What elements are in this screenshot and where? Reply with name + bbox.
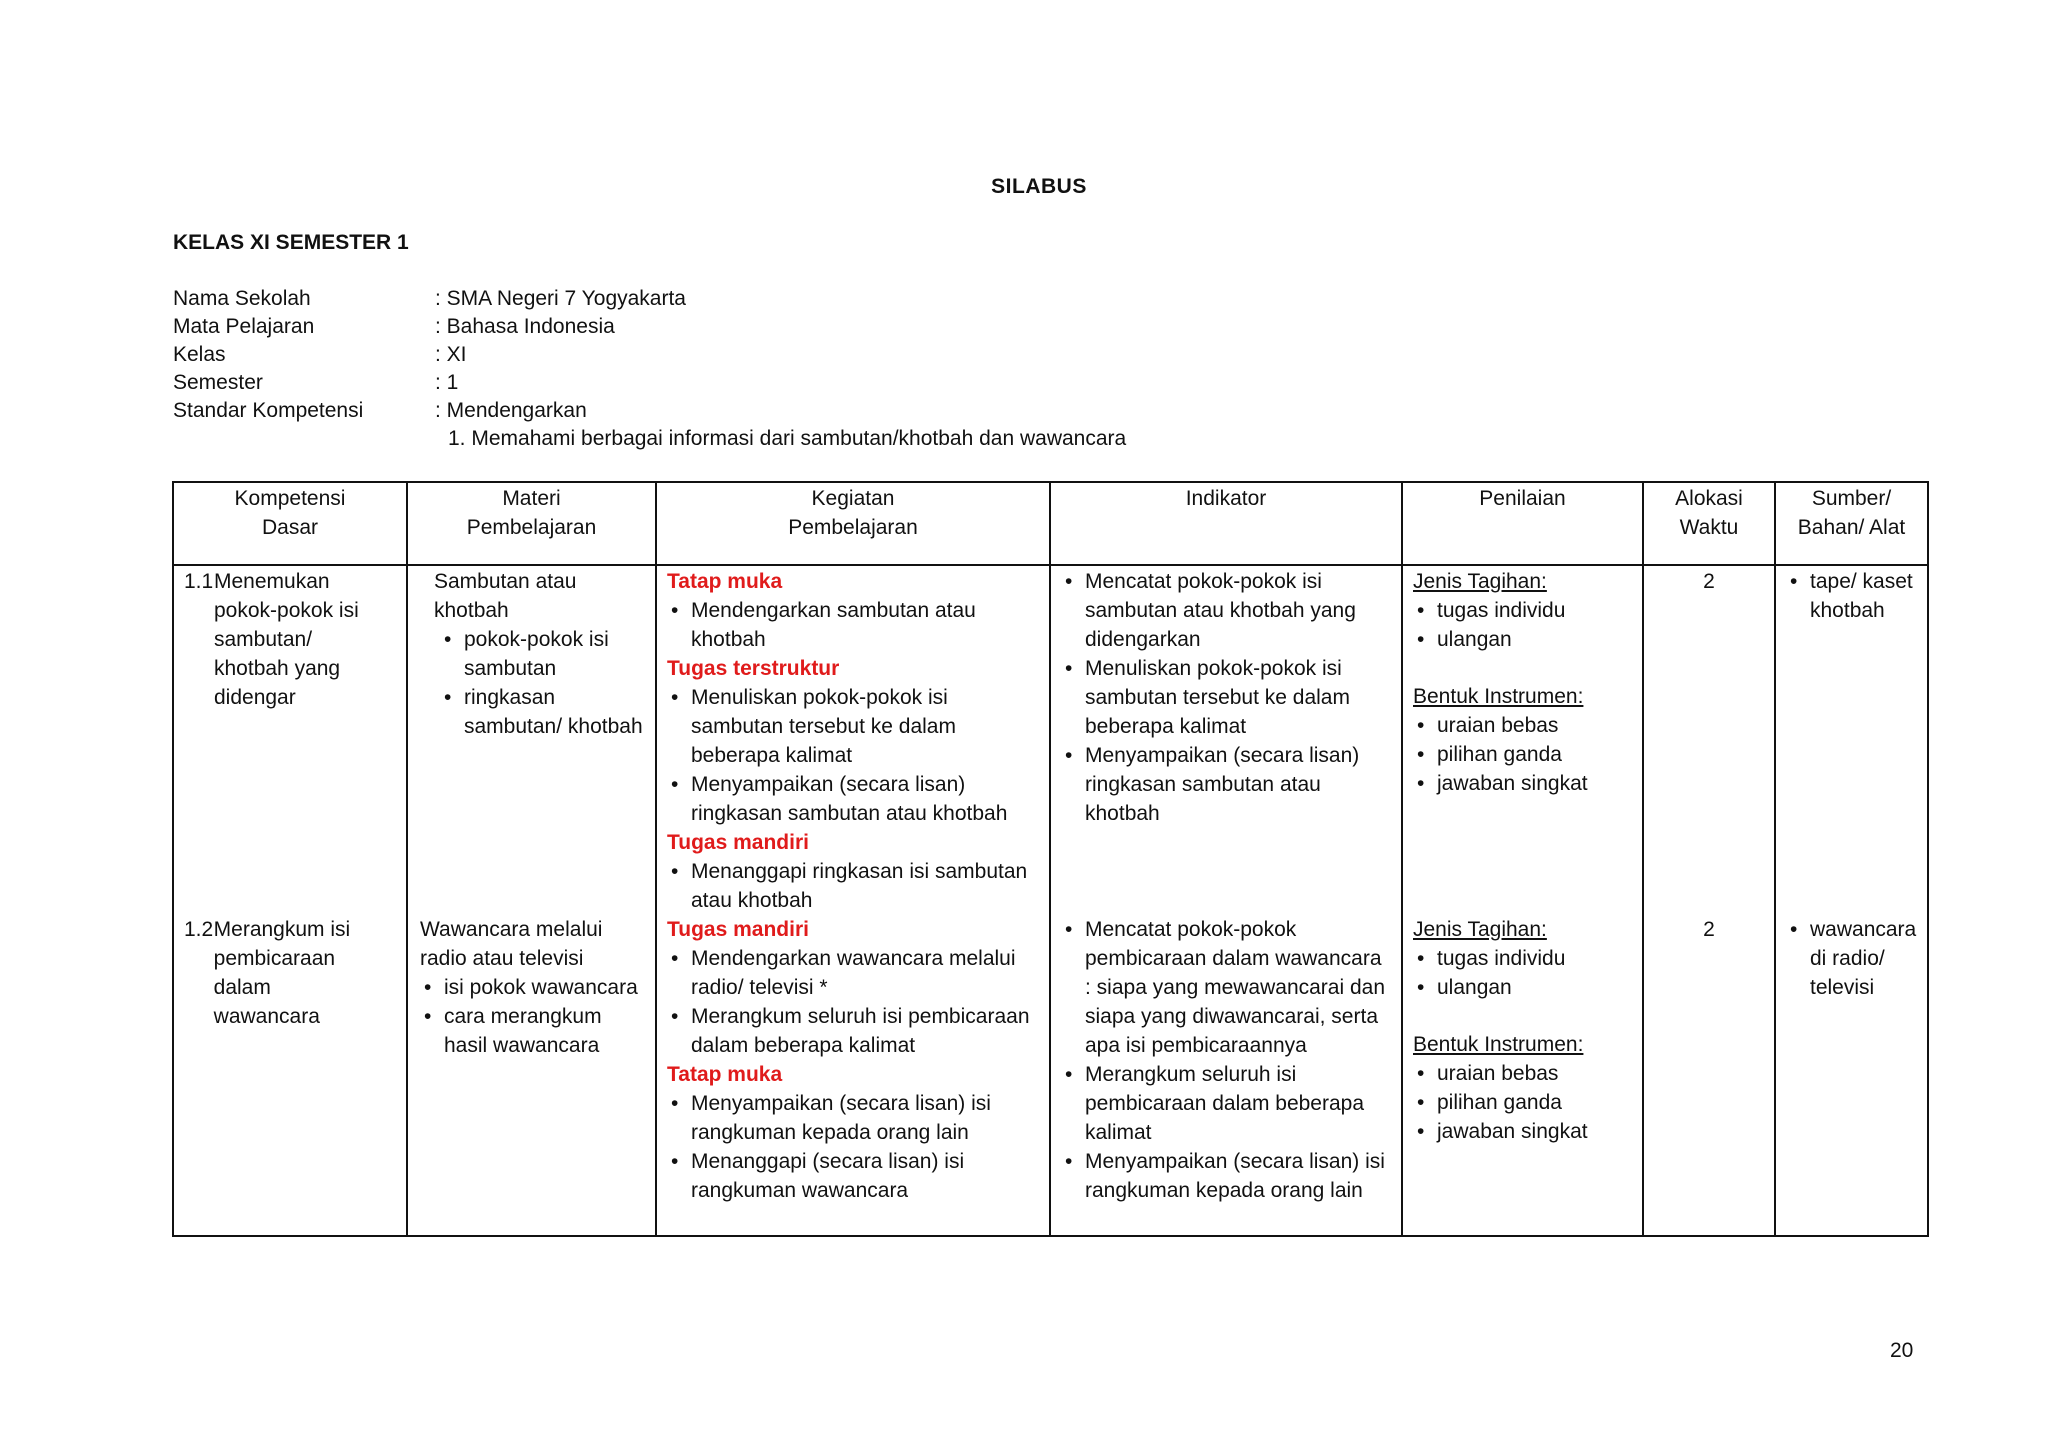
cell-kegiatan — [656, 565, 1050, 915]
kd-text: sambutan/ — [214, 628, 313, 651]
cell-sumber — [1775, 565, 1928, 915]
info-label: Mata Pelajaran — [173, 315, 315, 338]
kd-text: didengar — [214, 686, 296, 709]
list-item: • Menyampaikan (secara lisan) isi rangkuman kepada orang lain — [667, 1089, 1039, 1147]
header-penilaian: Penilaian — [1402, 482, 1643, 565]
list-item: • Menuliskan pokok-pokok isi sambutan tersebut ke dalam beberapa kalimat — [1061, 654, 1391, 741]
table-header-row — [173, 482, 1928, 565]
cell-kompetensi — [173, 565, 407, 915]
list-item: • wawancara di radio/ televisi — [1786, 915, 1917, 1002]
info-value: : Mendengarkan — [435, 399, 587, 422]
materi-heading: radio atau televisi — [420, 947, 584, 970]
info-value: : Bahasa Indonesia — [435, 315, 615, 338]
list-item: • Menuliskan pokok-pokok isi sambutan tersebut ke dalam beberapa kalimat — [667, 683, 1039, 770]
activity-heading: Tugas terstruktur — [667, 657, 840, 680]
kd-text: khotbah yang — [214, 657, 341, 680]
list-item: • pokok-pokok isi sambutan — [440, 625, 645, 683]
list-item: • ringkasan sambutan/ khotbah — [440, 683, 645, 741]
info-row — [173, 341, 1126, 369]
kd-text: pokok-pokok isi — [214, 599, 359, 622]
list-item: • tugas individu — [1413, 596, 1632, 625]
info-row — [173, 369, 1126, 397]
list-item: • Mencatat pokok-pokok pembicaraan dalam wawancara : siapa yang mewawancarai dan siapa yang diwawancarai, serta apa isi pembicaraannya — [1061, 915, 1391, 1060]
info-label: Semester — [173, 371, 263, 394]
list-item: • Menyampaikan (secara lisan) isi rangkuman kepada orang lain — [1061, 1147, 1391, 1205]
info-value: : XI — [435, 343, 467, 366]
activity-heading: Tugas mandiri — [667, 831, 809, 854]
list-item: • pilihan ganda — [1413, 1088, 1632, 1117]
cell-materi — [407, 565, 656, 915]
instrument-label: Bentuk Instrumen: — [1413, 1033, 1584, 1056]
info-value: : SMA Negeri 7 Yogyakarta — [435, 287, 686, 310]
instrument-label: Bentuk Instrumen: — [1413, 685, 1584, 708]
kd-number: 1.1 — [184, 570, 214, 593]
cell-sumber — [1775, 915, 1928, 1236]
info-label: Standar Kompetensi — [173, 399, 364, 422]
kd-number: 1.2 — [184, 918, 214, 941]
class-semester-heading: KELAS XI SEMESTER 1 — [173, 231, 409, 254]
list-item: • Menyampaikan (secara lisan) ringkasan sambutan atau khotbah — [667, 770, 1039, 828]
list-item: • ulangan — [1413, 973, 1632, 1002]
cell-alokasi: 2 — [1643, 565, 1775, 915]
materi-heading: Sambutan atau — [434, 570, 577, 593]
list-item: • jawaban singkat — [1413, 1117, 1632, 1146]
list-item: • Menanggapi ringkasan isi sambutan atau khotbah — [667, 857, 1039, 915]
cell-penilaian — [1402, 915, 1643, 1236]
syllabus-info — [173, 285, 1126, 453]
info-row — [173, 397, 1126, 425]
list-item: • Mencatat pokok-pokok isi sambutan atau khotbah yang didengarkan — [1061, 567, 1391, 654]
table-row — [173, 915, 1928, 1236]
header-kompetensi: Kompetensi Dasar — [173, 482, 407, 565]
kd-text: pembicaraan dalam — [213, 947, 336, 999]
info-row — [173, 285, 1126, 313]
activity-heading: Tugas mandiri — [667, 918, 809, 941]
cell-kegiatan — [656, 915, 1050, 1236]
list-item: • uraian bebas — [1413, 711, 1632, 740]
header-kegiatan: Kegiatan Pembelajaran — [656, 482, 1050, 565]
list-item: • uraian bebas — [1413, 1059, 1632, 1088]
list-item: • tape/ kaset khotbah — [1786, 567, 1917, 625]
list-item: • pilihan ganda — [1413, 740, 1632, 769]
list-item: • Menanggapi (secara lisan) isi rangkuman wawancara — [667, 1147, 1039, 1205]
list-item: • tugas individu — [1413, 944, 1632, 973]
page-number: 20 — [1890, 1339, 1914, 1362]
cell-penilaian — [1402, 565, 1643, 915]
cell-kompetensi — [173, 915, 407, 1236]
syllabus-table — [172, 481, 1929, 1237]
list-item: • ulangan — [1413, 625, 1632, 654]
list-item: • cara merangkum hasil wawancara — [420, 1002, 645, 1060]
list-item: • Merangkum seluruh isi pembicaraan dalam beberapa kalimat — [1061, 1060, 1391, 1147]
kd-text: Menemukan — [214, 570, 330, 593]
cell-indikator — [1050, 915, 1402, 1236]
list-item: • Menyampaikan (secara lisan) ringkasan sambutan atau khotbah — [1061, 741, 1391, 828]
materi-heading: Wawancara melalui — [420, 918, 603, 941]
cell-indikator — [1050, 565, 1402, 915]
cell-alokasi: 2 — [1643, 915, 1775, 1236]
list-item: • jawaban singkat — [1413, 769, 1632, 798]
list-item: • Merangkum seluruh isi pembicaraan dalam beberapa kalimat — [667, 1002, 1039, 1060]
materi-heading: khotbah — [434, 599, 509, 622]
header-indikator: Indikator — [1050, 482, 1402, 565]
assessment-type-label: Jenis Tagihan: — [1413, 570, 1547, 593]
list-item: • Mendengarkan wawancara melalui radio/ televisi * — [667, 944, 1039, 1002]
table-row — [173, 565, 1928, 915]
list-item: • isi pokok wawancara — [420, 973, 645, 1002]
activity-heading: Tatap muka — [667, 1063, 783, 1086]
kd-text: Merangkum isi — [213, 918, 351, 941]
info-label: Kelas — [173, 343, 226, 366]
list-item: • Mendengarkan sambutan atau khotbah — [667, 596, 1039, 654]
info-label: Nama Sekolah — [173, 287, 311, 310]
kd-text: wawancara — [213, 1005, 320, 1028]
page-title: SILABUS — [991, 175, 1087, 198]
header-alokasi: Alokasi Waktu — [1643, 482, 1775, 565]
info-value: : 1 — [435, 371, 459, 394]
activity-heading: Tatap muka — [667, 570, 783, 593]
info-row — [173, 313, 1126, 341]
standard-competency-item: 1. Memahami berbagai informasi dari sambutan/khotbah dan wawancara — [448, 427, 1127, 450]
assessment-type-label: Jenis Tagihan: — [1413, 918, 1547, 941]
cell-materi — [407, 915, 656, 1236]
header-materi: Materi Pembelajaran — [407, 482, 656, 565]
header-sumber: Sumber/ Bahan/ Alat — [1775, 482, 1928, 565]
